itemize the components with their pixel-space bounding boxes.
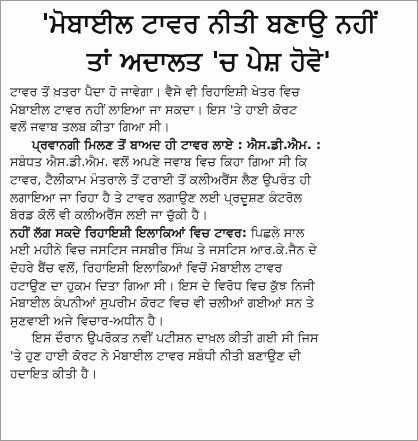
text-line: ਟਾਵਰ ਤੋਂ ਖ਼ਤਰਾ ਪੈਦਾ ਹੋ ਜਾਵੇਗਾ। ਵੈਸੇ ਵੀ ਰਿਹਾਇਸ਼ੀ ਖੇਤਰ ਵਿਚ [10, 84, 300, 99]
text-line: ਲਗਾਇਆ ਜਾ ਰਿਹਾ ਹੈ ਤੇ ਟਾਵਰ ਲਗਾਉਣ ਲਈ ਪ੍ਰਦੂਸ਼ਣ ਕੰਟਰੋਲ [10, 189, 302, 205]
text-line: ਸਬੰਧਤ ਐਸ.ਡੀ.ਐਮ. ਵਲੋਂ ਅਪਣੇ ਜਵਾਬ ਵਿਚ ਕਿਹਾ ਗਿਆ ਸੀ ਕਿ [10, 154, 308, 170]
text-line: ਵਲੋਂ ਜਵਾਬ ਤਲਬ ਕੀਤਾ ਗਿਆ ਸੀ। [10, 119, 170, 135]
text-line: ਦੋਹਰੇ ਬੈਂਚ ਵਲੋਂ, ਰਿਹਾਇਸ਼ੀ ਇਲਾਕਿਆਂ ਵਿਚੋਂ ਮੋਬਾਈਲ ਟਾਵਰ [10, 259, 283, 275]
text-line: ਹਦਾਇਤ ਕੀਤੀ ਹੈ। [10, 365, 98, 381]
text-line: ਹਟਾਉਣ ਦਾ ਹੁਕਮ ਦਿਤਾ ਗਿਆ ਸੀ। ਇਸ ਦੇ ਵਿਰੋਧ ਵਿਚ ਕੁੱਝ ਨਿਜੀ [10, 277, 315, 293]
text-line: ਮੋਬਾਈਲ ਕੰਪਨੀਆਂ ਸੁਪਰੀਮ ਕੋਰਟ ਵਿਚ ਵੀ ਚਲੀਆਂ ਗਈਆਂ ਸਨ ਤੇ [10, 295, 315, 311]
paragraph-1 [10, 83, 409, 136]
subheading-approval: ਪ੍ਰਵਾਨਗੀ ਮਿਲਣ ਤੋਂ ਬਾਅਦ ਹੀ ਟਾਵਰ ਲਾਏ : ਐਸ.ਡੀ.ਐਮ. : [32, 136, 322, 152]
text-line: ਟਾਵਰ, ਟੈਲੀਕਾਮ ਮੰਤਰਾਲੇ ਤੋਂ ਟਰਾਈ ਤੋਂ ਕਲੀਅਰੈਂਸ ਲੈਣ ਉਪਰੰਤ ਹੀ [10, 171, 312, 187]
text-line: ਇਸ ਦੌਰਾਨ ਉਪਰੋਕਤ ਨਵੀਂ ਪਟੀਸ਼ਨ ਦਾਖ਼ਲ ਕੀਤੀ ਗਈ ਸੀ ਜਿਸ [32, 330, 319, 346]
text-line: 'ਤੇ ਹੁਣ ਹਾਈ ਕੋਰਟ ਨੇ ਮੋਬਾਈਲ ਟਾਵਰ ਸਬੰਧੀ ਨੀਤੀ ਬਣਾਉਣ ਦੀ [10, 347, 301, 363]
headline [9, 5, 409, 81]
subheading-residential: ਨਹੀਂ ਲੱਗ ਸਕਦੇ ਰਿਹਾਇਸ਼ੀ ਇਲਾਕਿਆਂ ਵਿਚ ਟਾਵਰ: [10, 224, 247, 240]
subheading-line [10, 224, 409, 242]
paragraph-4 [10, 329, 409, 382]
paragraph-2 [10, 136, 409, 224]
headline-line-2: ਤਾਂ ਅਦਾਲਤ 'ਚ ਪੇਸ਼ ਹੋਵੋ' [86, 47, 332, 77]
article-body [10, 83, 409, 382]
text-line: ਸੁਣਵਾਈ ਅਜੇ ਵਿਚਾਰ-ਅਧੀਨ ਹੈ। [10, 312, 164, 328]
text-line: ਮਈ ਮਹੀਨੇ ਵਿਚ ਜਸਟਿਸ ਜਸਬੀਰ ਸਿੰਘ ਤੇ ਜਸਟਿਸ ਆਰ.ਕੇ.ਜੈਨ ਦੇ [10, 242, 317, 258]
subheading-tail: ਪਿਛਲੇ ਸਾਲ [246, 224, 305, 240]
text-line: ਮੋਬਾਈਲ ਟਾਵਰ ਨਹੀਂ ਲਾਇਆ ਜਾ ਸਕਦਾ। ਇਸ 'ਤੇ ਹਾਈ ਕੋਰਟ [10, 101, 298, 117]
headline-line-1: 'ਮੋਬਾਈਲ ਟਾਵਰ ਨੀਤੀ ਬਣਾਉ ਨਹੀਂ [41, 9, 377, 39]
text-line: ਬੋਰਡ ਕੋਲੋਂ ਵੀ ਕਲੀਅਰੈਂਸ ਲਈ ਜਾ ਚੁੱਕੀ ਹੈ। [10, 207, 208, 223]
paragraph-3 [10, 224, 409, 330]
